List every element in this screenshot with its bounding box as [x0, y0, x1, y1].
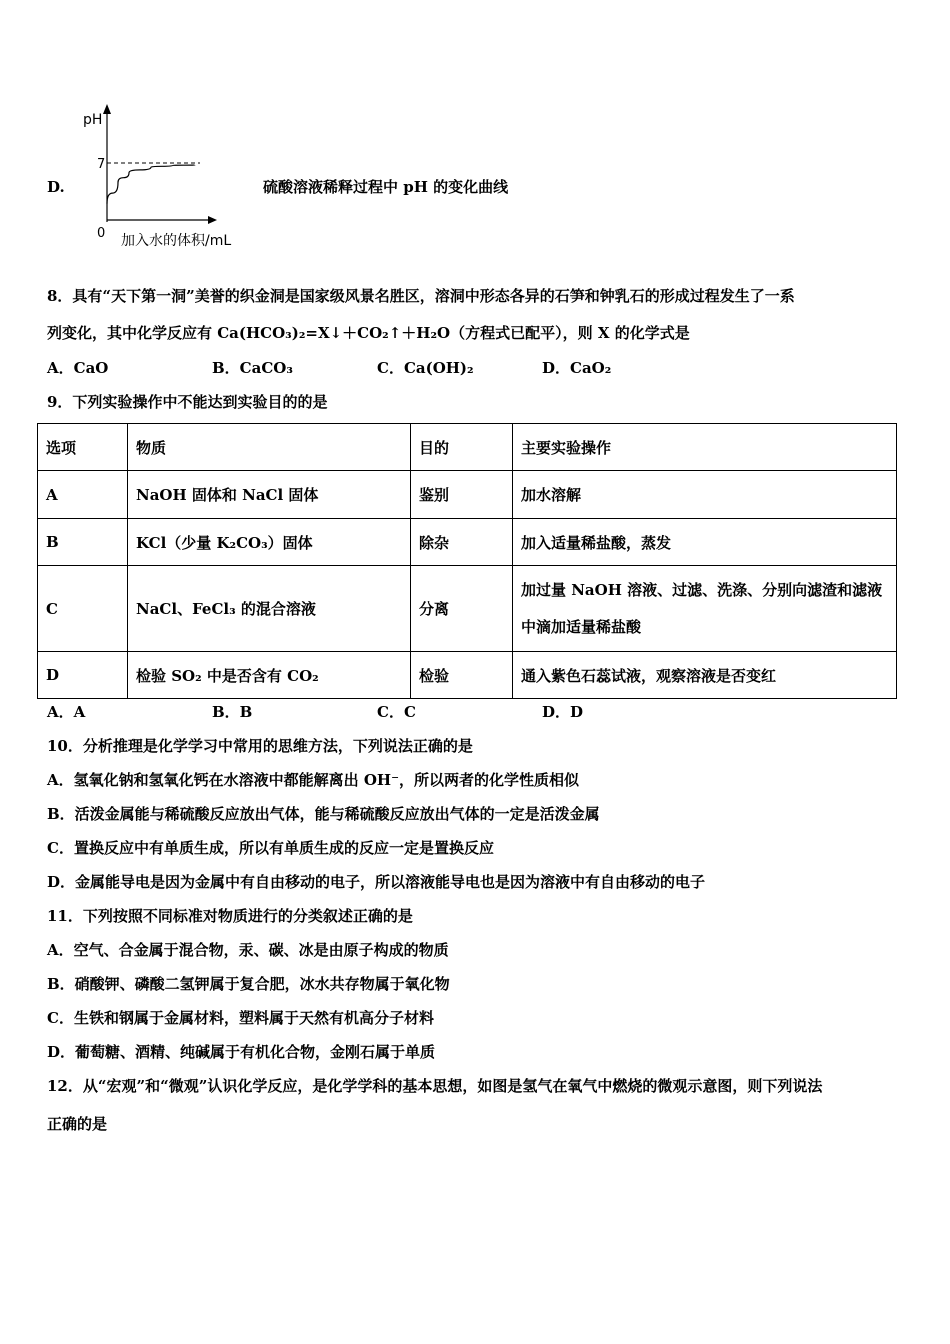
table-cell: 除杂: [411, 519, 513, 566]
q11-option-d: D．葡萄糖、酒精、纯碱属于有机化合物，金刚石属于单质: [47, 1043, 436, 1061]
table-row: [38, 471, 897, 519]
table-cell: 通入紫色石蕊试液，观察溶液是否变红: [513, 652, 897, 699]
q8-option-a: A．CaO: [47, 359, 109, 377]
table-cell: C: [38, 566, 128, 652]
table-cell: NaCl、FeCl₃ 的混合溶液: [128, 566, 411, 652]
table-header-cell: 物质: [128, 424, 411, 471]
q8-stem-line1: 8．具有“天下第一洞”美誉的织金洞是国家级风景名胜区，溶洞中形态各异的石笋和钟乳石的形成过程发生了一系: [47, 287, 795, 305]
table-header-row: [38, 424, 897, 471]
q10-option-b: B．活泼金属能与稀硫酸反应放出气体，能与稀硫酸反应放出气体的一定是活泼金属: [47, 805, 600, 823]
table-row: [38, 566, 897, 652]
q9-stem: 9．下列实验操作中不能达到实验目的的是: [47, 393, 328, 411]
q9-table: [37, 423, 897, 699]
table-header-cell: 目的: [411, 424, 513, 471]
table-row: [38, 652, 897, 699]
chart-origin-label: 0: [97, 226, 106, 241]
ph-dilution-chart: [75, 100, 265, 250]
q7-option-d-caption: 硫酸溶液稀释过程中 pH 的变化曲线: [263, 178, 509, 196]
table-cell: D: [38, 652, 128, 699]
q7-option-d-label: D.: [47, 178, 65, 196]
table-cell: B: [38, 519, 128, 566]
q9-option-a: A．A: [47, 703, 86, 721]
chart-series-line-ph: [107, 165, 195, 204]
q8-stem-line2: 列变化，其中化学反应有 Ca(HCO₃)₂=X↓＋CO₂↑＋H₂O（方程式已配平），则 X 的化学式是: [47, 324, 690, 342]
table-cell: A: [38, 471, 128, 519]
q11-stem: 11．下列按照不同标准对物质进行的分类叙述正确的是: [47, 907, 413, 925]
table-header-cell: 选项: [38, 424, 128, 471]
table-cell: 检验 SO₂ 中是否含有 CO₂: [128, 652, 411, 699]
q9-option-c: C．C: [377, 703, 416, 721]
q11-option-a: A．空气、合金属于混合物，汞、碳、冰是由原子构成的物质: [47, 941, 449, 959]
q12-stem-line2: 正确的是: [47, 1115, 108, 1133]
q10-option-c: C．置换反应中有单质生成，所以有单质生成的反应一定是置换反应: [47, 839, 494, 857]
q10-stem: 10．分析推理是化学学习中常用的思维方法，下列说法正确的是: [47, 737, 473, 755]
table-cell: NaOH 固体和 NaCl 固体: [128, 471, 411, 519]
q11-option-b: B．硝酸钾、磷酸二氢钾属于复合肥，冰水共存物属于氧化物: [47, 975, 450, 993]
chart-y-arrow: [103, 104, 111, 114]
table-row: [38, 519, 897, 566]
chart-x-arrow: [208, 216, 217, 224]
q12-stem-line1: 12．从“宏观”和“微观”认识化学反应，是化学学科的基本思想，如图是氢气在氧气中燃烧的微观示意图，则下列说法: [47, 1077, 823, 1095]
q9-option-b: B．B: [212, 703, 253, 721]
table-cell: 检验: [411, 652, 513, 699]
table-cell: KCl（少量 K₂CO₃）固体: [128, 519, 411, 566]
q8-option-d: D．CaO₂: [542, 359, 612, 377]
q8-option-c: C．Ca(OH)₂: [377, 359, 474, 377]
q10-option-a: A．氢氧化钠和氢氧化钙在水溶液中都能解离出 OH⁻，所以两者的化学性质相似: [47, 771, 580, 789]
table-cell: 加水溶解: [513, 471, 897, 519]
chart-y-tick-7: 7: [97, 157, 106, 172]
q11-option-c: C．生铁和钢属于金属材料，塑料属于天然有机高分子材料: [47, 1009, 434, 1027]
table-cell: 分离: [411, 566, 513, 652]
table-cell: 鉴别: [411, 471, 513, 519]
q8-option-b: B．CaCO₃: [212, 359, 293, 377]
q10-option-d: D．金属能导电是因为金属中有自由移动的电子，所以溶液能导电也是因为溶液中有自由移动的电子: [47, 873, 706, 891]
q9-option-d: D．D: [542, 703, 584, 721]
chart-x-axis-label: 加入水的体积/mL: [121, 233, 232, 249]
table-cell: 加过量 NaOH 溶液、过滤、洗涤、分别向滤渣和滤液中滴加适量稀盐酸: [513, 566, 897, 652]
table-header-cell: 主要实验操作: [513, 424, 897, 471]
table-cell: 加入适量稀盐酸，蒸发: [513, 519, 897, 566]
chart-y-axis-label: pH: [83, 112, 103, 128]
